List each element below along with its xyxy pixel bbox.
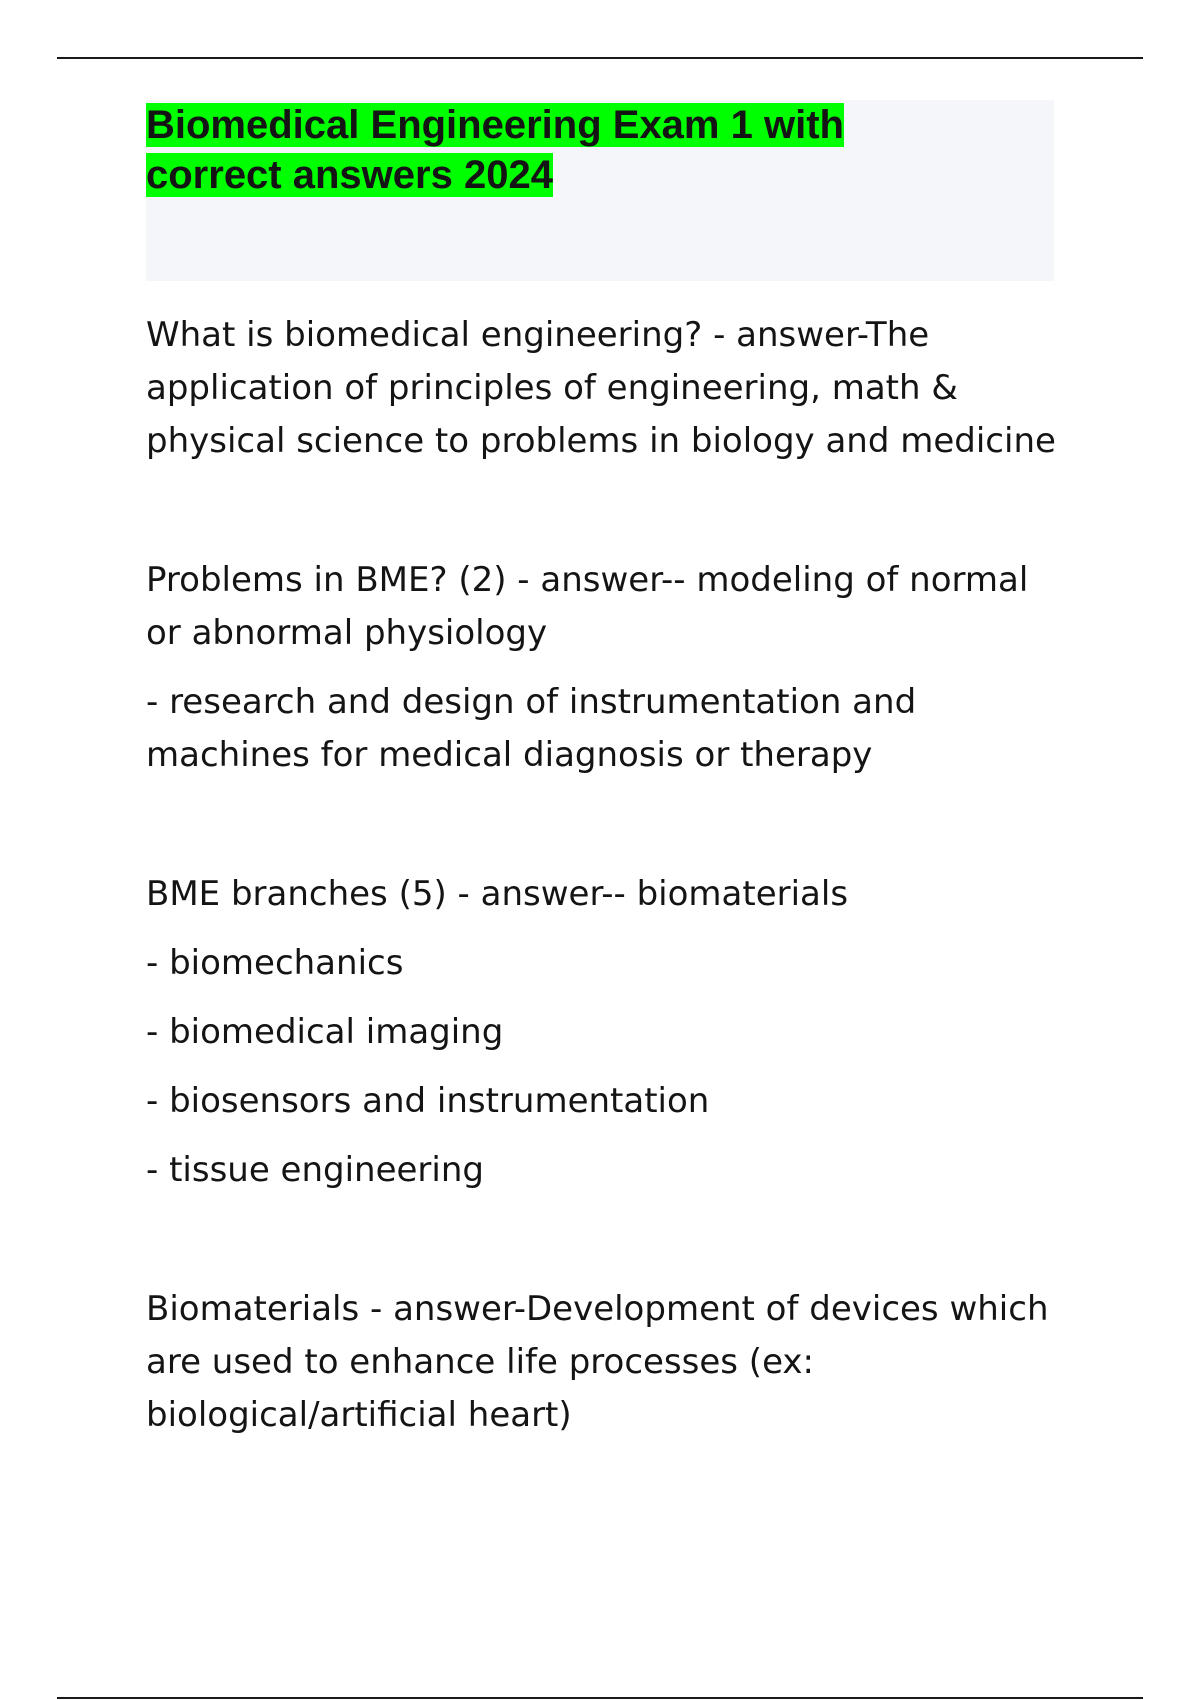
qa-entry bbox=[146, 868, 1066, 1197]
document-title bbox=[146, 100, 936, 200]
bottom-rule bbox=[57, 1697, 1143, 1699]
qa-line: Biomaterials - answer-Development of devices which are used to enhance life processes (ex: biological/artificial heart) bbox=[146, 1289, 1049, 1435]
title-highlight: Biomedical Engineering Exam 1 with correct answers 2024 bbox=[146, 103, 844, 197]
qa-line: BME branches (5) - answer-- biomaterials bbox=[146, 874, 849, 914]
title-block bbox=[146, 100, 1054, 281]
top-rule bbox=[57, 57, 1143, 59]
qa-line: - biomechanics bbox=[146, 943, 404, 983]
qa-line: Problems in BME? (2) - answer-- modeling of normal or abnormal physiology bbox=[146, 560, 1029, 653]
qa-line: - research and design of instrumentation and machines for medical diagnosis or therapy bbox=[146, 682, 917, 775]
qa-line: - biomedical imaging bbox=[146, 1012, 504, 1052]
qa-entry bbox=[146, 1283, 1066, 1442]
qa-entry bbox=[146, 554, 1066, 782]
qa-entry bbox=[146, 309, 1066, 468]
document-body bbox=[146, 309, 1066, 1442]
qa-line: - biosensors and instrumentation bbox=[146, 1081, 710, 1121]
qa-line: What is biomedical engineering? - answer-The application of principles of engineering, math & physical science to problems in biology and medicine bbox=[146, 315, 1056, 461]
qa-line: - tissue engineering bbox=[146, 1150, 484, 1190]
